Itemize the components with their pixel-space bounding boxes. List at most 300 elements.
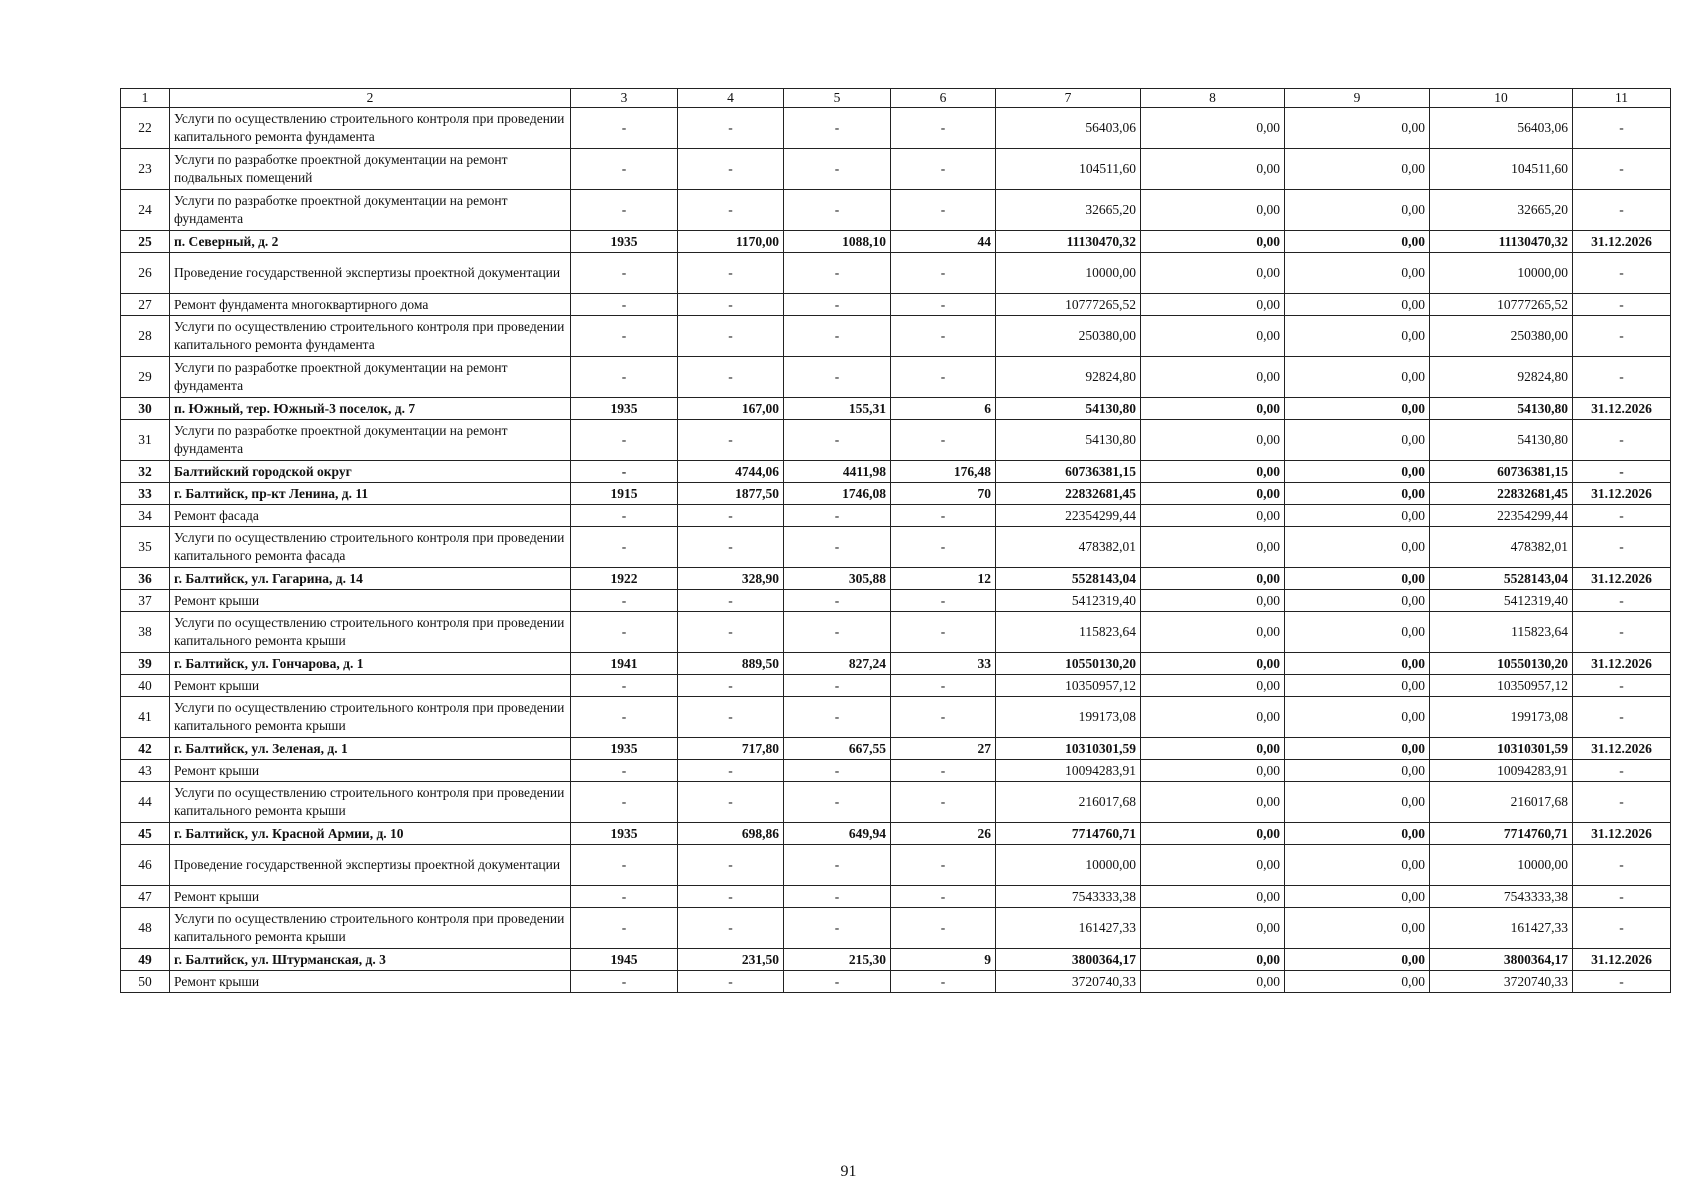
area-living-cell: 305,88: [784, 568, 891, 590]
cost-owners-cell: 22354299,44: [1430, 505, 1573, 527]
deadline-cell: 31.12.2026: [1573, 231, 1671, 253]
address-row: [121, 949, 1671, 971]
row-number-cell: 45: [121, 823, 170, 845]
cost-owners-cell: 199173,08: [1430, 697, 1573, 738]
item-name-cell: Ремонт фасада: [170, 505, 571, 527]
area-living-cell: -: [784, 675, 891, 697]
item-name-cell: п. Северный, д. 2: [170, 231, 571, 253]
cost-owners-cell: 10094283,91: [1430, 760, 1573, 782]
cost-federal-cell: 0,00: [1141, 886, 1285, 908]
deadline-cell: 31.12.2026: [1573, 483, 1671, 505]
cost-federal-cell: 0,00: [1141, 461, 1285, 483]
cost-total-cell: 199173,08: [996, 697, 1141, 738]
address-row: [121, 568, 1671, 590]
cost-total-cell: 56403,06: [996, 108, 1141, 149]
cost-owners-cell: 22832681,45: [1430, 483, 1573, 505]
item-name-cell: Услуги по разработке проектной документации на ремонт подвальных помещений: [170, 149, 571, 190]
cost-owners-cell: 5412319,40: [1430, 590, 1573, 612]
residents-cell: 176,48: [891, 461, 996, 483]
deadline-cell: -: [1573, 357, 1671, 398]
residents-cell: -: [891, 886, 996, 908]
work-item-row: [121, 108, 1671, 149]
cost-total-cell: 7714760,71: [996, 823, 1141, 845]
item-name-cell: Услуги по осуществлению строительного контроля при проведении капитального ремонта фундамента: [170, 316, 571, 357]
cost-owners-cell: 3800364,17: [1430, 949, 1573, 971]
work-item-row: [121, 590, 1671, 612]
column-number: 7: [996, 89, 1141, 108]
year-cell: -: [571, 357, 678, 398]
deadline-cell: -: [1573, 190, 1671, 231]
residents-cell: -: [891, 697, 996, 738]
cost-total-cell: 478382,01: [996, 527, 1141, 568]
area-living-cell: -: [784, 590, 891, 612]
deadline-cell: -: [1573, 590, 1671, 612]
column-number: 1: [121, 89, 170, 108]
column-number: 9: [1285, 89, 1430, 108]
deadline-cell: 31.12.2026: [1573, 398, 1671, 420]
work-item-row: [121, 971, 1671, 993]
address-row: [121, 738, 1671, 760]
cost-regional-cell: 0,00: [1285, 823, 1430, 845]
work-item-row: [121, 357, 1671, 398]
area-total-cell: -: [678, 108, 784, 149]
page-number: 91: [840, 1163, 857, 1180]
residents-cell: -: [891, 590, 996, 612]
deadline-cell: -: [1573, 886, 1671, 908]
cost-regional-cell: 0,00: [1285, 590, 1430, 612]
residents-cell: -: [891, 420, 996, 461]
deadline-cell: -: [1573, 760, 1671, 782]
row-number-cell: 50: [121, 971, 170, 993]
cost-total-cell: 10550130,20: [996, 653, 1141, 675]
item-name-cell: г. Балтийск, ул. Гончарова, д. 1: [170, 653, 571, 675]
residents-cell: -: [891, 294, 996, 316]
cost-regional-cell: 0,00: [1285, 527, 1430, 568]
cost-federal-cell: 0,00: [1141, 527, 1285, 568]
deadline-cell: -: [1573, 149, 1671, 190]
item-name-cell: Ремонт крыши: [170, 760, 571, 782]
cost-federal-cell: 0,00: [1141, 697, 1285, 738]
area-total-cell: 328,90: [678, 568, 784, 590]
area-total-cell: 4744,06: [678, 461, 784, 483]
cost-owners-cell: 5528143,04: [1430, 568, 1573, 590]
year-cell: -: [571, 461, 678, 483]
area-total-cell: -: [678, 420, 784, 461]
cost-owners-cell: 216017,68: [1430, 782, 1573, 823]
area-total-cell: -: [678, 886, 784, 908]
area-total-cell: -: [678, 971, 784, 993]
cost-owners-cell: 10310301,59: [1430, 738, 1573, 760]
cost-regional-cell: 0,00: [1285, 357, 1430, 398]
area-living-cell: 4411,98: [784, 461, 891, 483]
row-number-cell: 27: [121, 294, 170, 316]
work-item-row: [121, 527, 1671, 568]
residents-cell: -: [891, 760, 996, 782]
area-total-cell: -: [678, 675, 784, 697]
cost-federal-cell: 0,00: [1141, 949, 1285, 971]
cost-regional-cell: 0,00: [1285, 908, 1430, 949]
item-name-cell: Услуги по осуществлению строительного контроля при проведении капитального ремонта фасада: [170, 527, 571, 568]
cost-owners-cell: 32665,20: [1430, 190, 1573, 231]
row-number-cell: 49: [121, 949, 170, 971]
area-living-cell: -: [784, 697, 891, 738]
item-name-cell: Услуги по осуществлению строительного контроля при проведении капитального ремонта фундамента: [170, 108, 571, 149]
row-number-cell: 48: [121, 908, 170, 949]
row-number-cell: 39: [121, 653, 170, 675]
row-number-cell: 34: [121, 505, 170, 527]
cost-federal-cell: 0,00: [1141, 653, 1285, 675]
area-total-cell: 167,00: [678, 398, 784, 420]
item-name-cell: г. Балтийск, ул. Зеленая, д. 1: [170, 738, 571, 760]
residents-cell: -: [891, 612, 996, 653]
year-cell: -: [571, 782, 678, 823]
year-cell: 1945: [571, 949, 678, 971]
cost-total-cell: 32665,20: [996, 190, 1141, 231]
cost-regional-cell: 0,00: [1285, 505, 1430, 527]
year-cell: -: [571, 505, 678, 527]
work-item-row: [121, 316, 1671, 357]
cost-owners-cell: 104511,60: [1430, 149, 1573, 190]
address-row: [121, 653, 1671, 675]
cost-owners-cell: 161427,33: [1430, 908, 1573, 949]
cost-regional-cell: 0,00: [1285, 612, 1430, 653]
row-number-cell: 42: [121, 738, 170, 760]
cost-federal-cell: 0,00: [1141, 760, 1285, 782]
cost-owners-cell: 60736381,15: [1430, 461, 1573, 483]
cost-total-cell: 10350957,12: [996, 675, 1141, 697]
deadline-cell: -: [1573, 908, 1671, 949]
deadline-cell: 31.12.2026: [1573, 949, 1671, 971]
year-cell: -: [571, 253, 678, 294]
area-total-cell: -: [678, 149, 784, 190]
residents-cell: -: [891, 108, 996, 149]
deadline-cell: -: [1573, 845, 1671, 886]
item-name-cell: Ремонт крыши: [170, 590, 571, 612]
row-number-cell: 25: [121, 231, 170, 253]
area-total-cell: -: [678, 316, 784, 357]
cost-federal-cell: 0,00: [1141, 568, 1285, 590]
year-cell: -: [571, 908, 678, 949]
cost-regional-cell: 0,00: [1285, 782, 1430, 823]
residents-cell: -: [891, 908, 996, 949]
area-living-cell: -: [784, 294, 891, 316]
area-total-cell: -: [678, 505, 784, 527]
area-total-cell: -: [678, 253, 784, 294]
row-number-cell: 35: [121, 527, 170, 568]
residents-cell: -: [891, 527, 996, 568]
cost-federal-cell: 0,00: [1141, 590, 1285, 612]
row-number-cell: 44: [121, 782, 170, 823]
row-number-cell: 47: [121, 886, 170, 908]
cost-total-cell: 5412319,40: [996, 590, 1141, 612]
area-total-cell: -: [678, 845, 784, 886]
cost-federal-cell: 0,00: [1141, 823, 1285, 845]
area-living-cell: -: [784, 316, 891, 357]
column-number: 3: [571, 89, 678, 108]
row-number-cell: 41: [121, 697, 170, 738]
work-item-row: [121, 675, 1671, 697]
row-number-cell: 31: [121, 420, 170, 461]
deadline-cell: 31.12.2026: [1573, 823, 1671, 845]
row-number-cell: 24: [121, 190, 170, 231]
cost-federal-cell: 0,00: [1141, 420, 1285, 461]
cost-total-cell: 104511,60: [996, 149, 1141, 190]
area-total-cell: 231,50: [678, 949, 784, 971]
year-cell: -: [571, 590, 678, 612]
row-number-cell: 46: [121, 845, 170, 886]
item-name-cell: г. Балтийск, ул. Гагарина, д. 14: [170, 568, 571, 590]
cost-regional-cell: 0,00: [1285, 886, 1430, 908]
row-number-cell: 30: [121, 398, 170, 420]
cost-owners-cell: 115823,64: [1430, 612, 1573, 653]
cost-federal-cell: 0,00: [1141, 738, 1285, 760]
area-living-cell: 1746,08: [784, 483, 891, 505]
deadline-cell: -: [1573, 316, 1671, 357]
area-total-cell: -: [678, 294, 784, 316]
area-total-cell: -: [678, 357, 784, 398]
cost-owners-cell: 250380,00: [1430, 316, 1573, 357]
year-cell: 1935: [571, 823, 678, 845]
cost-owners-cell: 7543333,38: [1430, 886, 1573, 908]
item-name-cell: Услуги по разработке проектной документации на ремонт фундамента: [170, 190, 571, 231]
deadline-cell: -: [1573, 505, 1671, 527]
cost-federal-cell: 0,00: [1141, 908, 1285, 949]
cost-owners-cell: 56403,06: [1430, 108, 1573, 149]
area-living-cell: -: [784, 612, 891, 653]
work-item-row: [121, 149, 1671, 190]
cost-total-cell: 10094283,91: [996, 760, 1141, 782]
area-living-cell: -: [784, 149, 891, 190]
residents-cell: 70: [891, 483, 996, 505]
cost-regional-cell: 0,00: [1285, 149, 1430, 190]
address-row: [121, 398, 1671, 420]
year-cell: 1935: [571, 738, 678, 760]
row-number-cell: 22: [121, 108, 170, 149]
item-name-cell: г. Балтийск, ул. Красной Армии, д. 10: [170, 823, 571, 845]
area-total-cell: 889,50: [678, 653, 784, 675]
residents-cell: -: [891, 357, 996, 398]
area-living-cell: 215,30: [784, 949, 891, 971]
cost-total-cell: 7543333,38: [996, 886, 1141, 908]
area-living-cell: -: [784, 190, 891, 231]
work-item-row: [121, 420, 1671, 461]
year-cell: -: [571, 294, 678, 316]
work-item-row: [121, 697, 1671, 738]
column-number: 2: [170, 89, 571, 108]
area-living-cell: -: [784, 108, 891, 149]
row-number-cell: 23: [121, 149, 170, 190]
cost-federal-cell: 0,00: [1141, 357, 1285, 398]
year-cell: -: [571, 675, 678, 697]
deadline-cell: -: [1573, 420, 1671, 461]
cost-regional-cell: 0,00: [1285, 738, 1430, 760]
residents-cell: -: [891, 316, 996, 357]
area-living-cell: 649,94: [784, 823, 891, 845]
cost-federal-cell: 0,00: [1141, 782, 1285, 823]
item-name-cell: Услуги по разработке проектной документации на ремонт фундамента: [170, 357, 571, 398]
year-cell: -: [571, 316, 678, 357]
year-cell: -: [571, 886, 678, 908]
cost-regional-cell: 0,00: [1285, 760, 1430, 782]
item-name-cell: Ремонт фундамента многоквартирного дома: [170, 294, 571, 316]
item-name-cell: Услуги по разработке проектной документации на ремонт фундамента: [170, 420, 571, 461]
column-number: 8: [1141, 89, 1285, 108]
cost-regional-cell: 0,00: [1285, 108, 1430, 149]
residents-cell: -: [891, 782, 996, 823]
cost-regional-cell: 0,00: [1285, 190, 1430, 231]
area-living-cell: -: [784, 971, 891, 993]
cost-total-cell: 115823,64: [996, 612, 1141, 653]
area-living-cell: 667,55: [784, 738, 891, 760]
cost-regional-cell: 0,00: [1285, 971, 1430, 993]
cost-federal-cell: 0,00: [1141, 294, 1285, 316]
cost-federal-cell: 0,00: [1141, 483, 1285, 505]
item-name-cell: Услуги по осуществлению строительного контроля при проведении капитального ремонта крыши: [170, 782, 571, 823]
item-name-cell: г. Балтийск, пр-кт Ленина, д. 11: [170, 483, 571, 505]
column-number: 10: [1430, 89, 1573, 108]
deadline-cell: -: [1573, 782, 1671, 823]
cost-regional-cell: 0,00: [1285, 568, 1430, 590]
residents-cell: -: [891, 149, 996, 190]
cost-total-cell: 250380,00: [996, 316, 1141, 357]
year-cell: -: [571, 527, 678, 568]
area-total-cell: -: [678, 527, 784, 568]
cost-total-cell: 10000,00: [996, 845, 1141, 886]
cost-total-cell: 10777265,52: [996, 294, 1141, 316]
deadline-cell: -: [1573, 108, 1671, 149]
residents-cell: 27: [891, 738, 996, 760]
cost-federal-cell: 0,00: [1141, 190, 1285, 231]
cost-owners-cell: 10777265,52: [1430, 294, 1573, 316]
cost-owners-cell: 478382,01: [1430, 527, 1573, 568]
residents-cell: 33: [891, 653, 996, 675]
row-number-cell: 28: [121, 316, 170, 357]
area-total-cell: 1877,50: [678, 483, 784, 505]
cost-total-cell: 10000,00: [996, 253, 1141, 294]
work-item-row: [121, 190, 1671, 231]
cost-regional-cell: 0,00: [1285, 231, 1430, 253]
item-name-cell: г. Балтийск, ул. Штурманская, д. 3: [170, 949, 571, 971]
deadline-cell: 31.12.2026: [1573, 568, 1671, 590]
area-living-cell: -: [784, 886, 891, 908]
residents-cell: -: [891, 505, 996, 527]
item-name-cell: Услуги по осуществлению строительного контроля при проведении капитального ремонта крыши: [170, 612, 571, 653]
cost-federal-cell: 0,00: [1141, 505, 1285, 527]
row-number-cell: 32: [121, 461, 170, 483]
area-living-cell: -: [784, 782, 891, 823]
cost-regional-cell: 0,00: [1285, 483, 1430, 505]
cost-total-cell: 3720740,33: [996, 971, 1141, 993]
cost-federal-cell: 0,00: [1141, 149, 1285, 190]
residents-cell: 26: [891, 823, 996, 845]
capital-repair-table: [120, 88, 1671, 993]
cost-total-cell: 60736381,15: [996, 461, 1141, 483]
item-name-cell: Проведение государственной экспертизы проектной документации: [170, 845, 571, 886]
item-name-cell: Ремонт крыши: [170, 971, 571, 993]
work-item-row: [121, 253, 1671, 294]
cost-federal-cell: 0,00: [1141, 612, 1285, 653]
cost-owners-cell: 10000,00: [1430, 253, 1573, 294]
item-name-cell: п. Южный, тер. Южный-3 поселок, д. 7: [170, 398, 571, 420]
residents-cell: -: [891, 190, 996, 231]
cost-total-cell: 92824,80: [996, 357, 1141, 398]
cost-owners-cell: 54130,80: [1430, 420, 1573, 461]
row-number-cell: 33: [121, 483, 170, 505]
area-total-cell: -: [678, 908, 784, 949]
cost-federal-cell: 0,00: [1141, 845, 1285, 886]
cost-federal-cell: 0,00: [1141, 108, 1285, 149]
area-living-cell: -: [784, 357, 891, 398]
row-number-cell: 26: [121, 253, 170, 294]
deadline-cell: -: [1573, 461, 1671, 483]
cost-regional-cell: 0,00: [1285, 675, 1430, 697]
cost-total-cell: 216017,68: [996, 782, 1141, 823]
column-number: 11: [1573, 89, 1671, 108]
cost-regional-cell: 0,00: [1285, 697, 1430, 738]
work-item-row: [121, 294, 1671, 316]
cost-regional-cell: 0,00: [1285, 253, 1430, 294]
work-item-row: [121, 782, 1671, 823]
year-cell: 1941: [571, 653, 678, 675]
row-number-cell: 36: [121, 568, 170, 590]
year-cell: -: [571, 697, 678, 738]
address-row: [121, 231, 1671, 253]
work-item-row: [121, 612, 1671, 653]
area-total-cell: -: [678, 612, 784, 653]
cost-total-cell: 54130,80: [996, 420, 1141, 461]
cost-owners-cell: 92824,80: [1430, 357, 1573, 398]
column-number-row: [121, 89, 1671, 108]
cost-owners-cell: 10350957,12: [1430, 675, 1573, 697]
item-name-cell: Балтийский городской округ: [170, 461, 571, 483]
deadline-cell: -: [1573, 697, 1671, 738]
area-living-cell: -: [784, 760, 891, 782]
area-total-cell: 717,80: [678, 738, 784, 760]
year-cell: -: [571, 149, 678, 190]
address-row: [121, 823, 1671, 845]
residents-cell: 6: [891, 398, 996, 420]
cost-regional-cell: 0,00: [1285, 653, 1430, 675]
item-name-cell: Услуги по осуществлению строительного контроля при проведении капитального ремонта крыши: [170, 697, 571, 738]
cost-total-cell: 11130470,32: [996, 231, 1141, 253]
area-living-cell: -: [784, 505, 891, 527]
cost-federal-cell: 0,00: [1141, 253, 1285, 294]
cost-owners-cell: 7714760,71: [1430, 823, 1573, 845]
cost-total-cell: 161427,33: [996, 908, 1141, 949]
column-number: 5: [784, 89, 891, 108]
year-cell: 1935: [571, 398, 678, 420]
work-item-row: [121, 886, 1671, 908]
cost-regional-cell: 0,00: [1285, 949, 1430, 971]
cost-regional-cell: 0,00: [1285, 294, 1430, 316]
cost-owners-cell: 10550130,20: [1430, 653, 1573, 675]
cost-total-cell: 3800364,17: [996, 949, 1141, 971]
residents-cell: -: [891, 971, 996, 993]
area-total-cell: -: [678, 190, 784, 231]
area-total-cell: -: [678, 590, 784, 612]
cost-federal-cell: 0,00: [1141, 971, 1285, 993]
deadline-cell: -: [1573, 253, 1671, 294]
cost-federal-cell: 0,00: [1141, 316, 1285, 357]
cost-federal-cell: 0,00: [1141, 398, 1285, 420]
year-cell: -: [571, 108, 678, 149]
work-item-row: [121, 505, 1671, 527]
cost-total-cell: 5528143,04: [996, 568, 1141, 590]
cost-regional-cell: 0,00: [1285, 845, 1430, 886]
row-number-cell: 43: [121, 760, 170, 782]
area-living-cell: -: [784, 845, 891, 886]
year-cell: -: [571, 190, 678, 231]
